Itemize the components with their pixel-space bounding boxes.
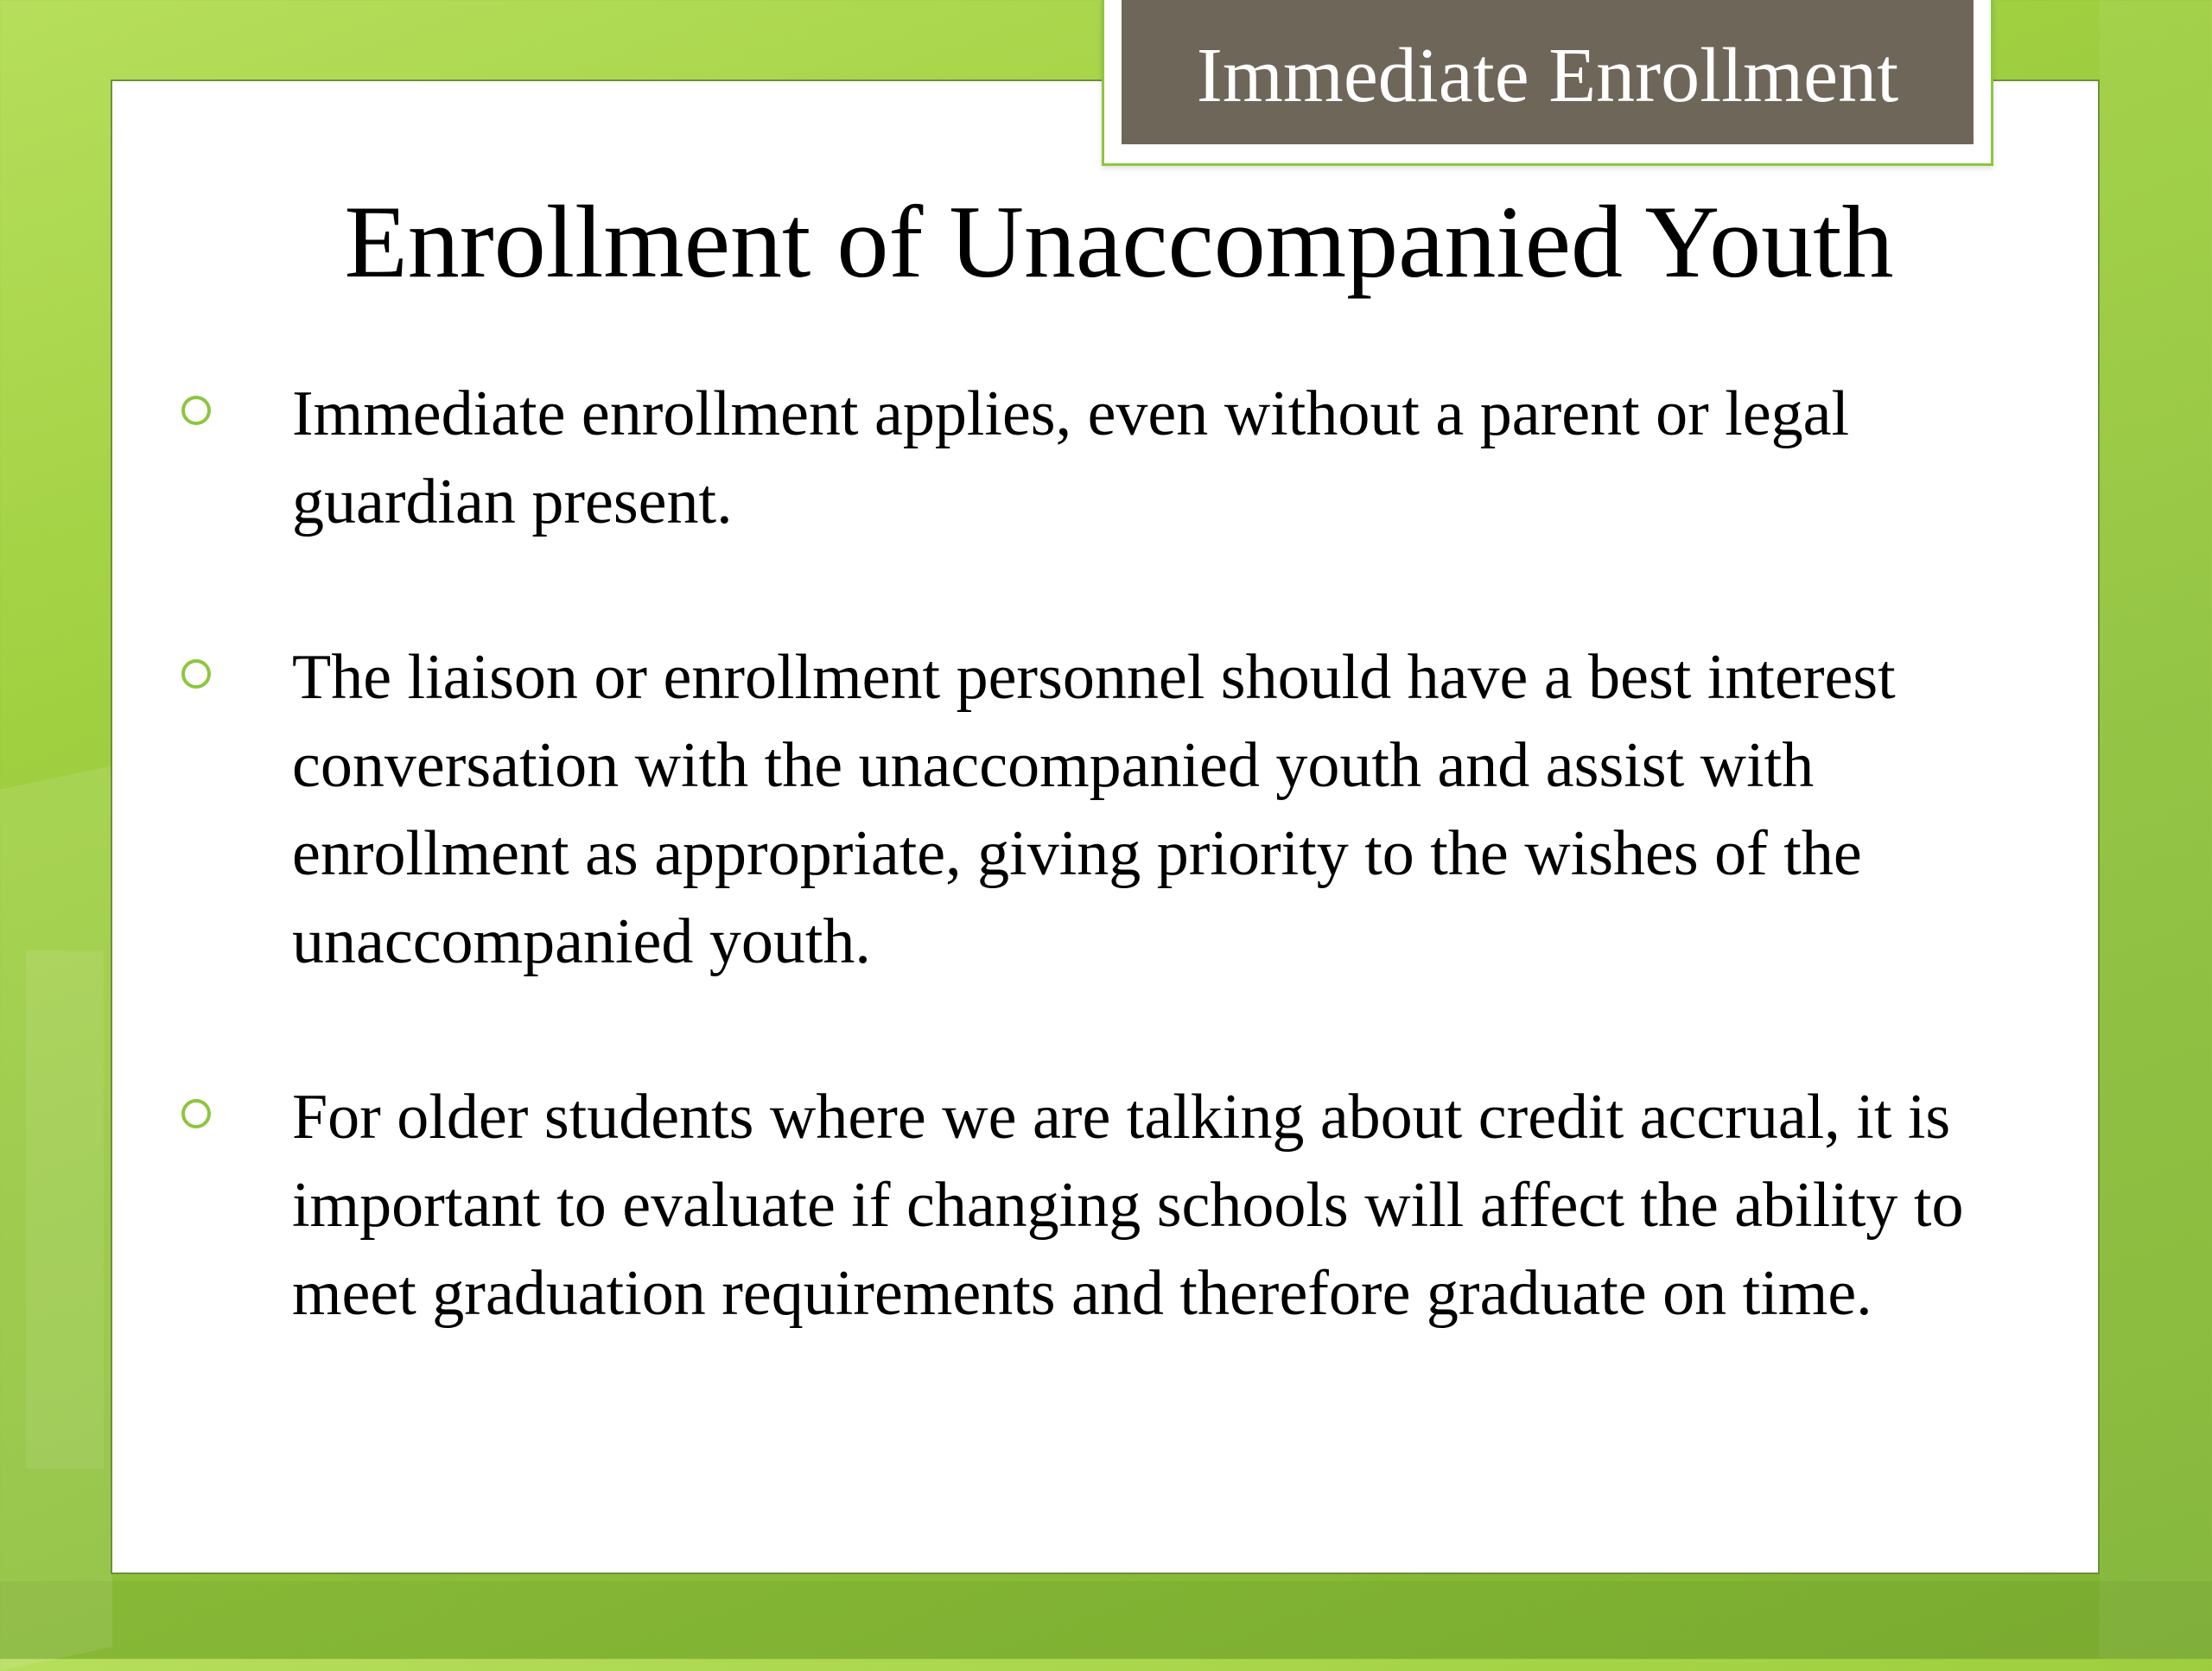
- bullet-text: Immediate enrollment applies, even without a parent or legal guardian present.: [292, 378, 1850, 537]
- slide-title: Enrollment of Unaccompanied Youth: [344, 184, 1894, 299]
- bullet-text: For older students where we are talking about credit accrual, it is important to evaluate if changing schools will affect the ability to meet graduation requirements and therefore graduate on time.: [292, 1082, 1964, 1329]
- background-decor-shape: [26, 950, 104, 1469]
- bullet-item: [181, 633, 2048, 986]
- hollow-circle-bullet-icon: [181, 396, 211, 425]
- bullet-list: [181, 370, 2048, 1425]
- bullet-text: The liaison or enrollment personnel should have a best interest conversation with the unaccompanied youth and assist with enrollment as appropriate, giving priority to the wishes of the unaccompanied youth.: [292, 642, 1896, 977]
- bullet-item: [181, 1073, 2048, 1337]
- bullet-item: [181, 370, 2048, 546]
- hollow-circle-bullet-icon: [181, 659, 211, 689]
- section-tab-fill: [1122, 0, 1974, 144]
- section-tab: [1102, 0, 1993, 166]
- hollow-circle-bullet-icon: [181, 1099, 211, 1128]
- section-tab-label: Immediate Enrollment: [1196, 32, 1899, 118]
- background-decor-shape: [0, 1581, 2212, 1659]
